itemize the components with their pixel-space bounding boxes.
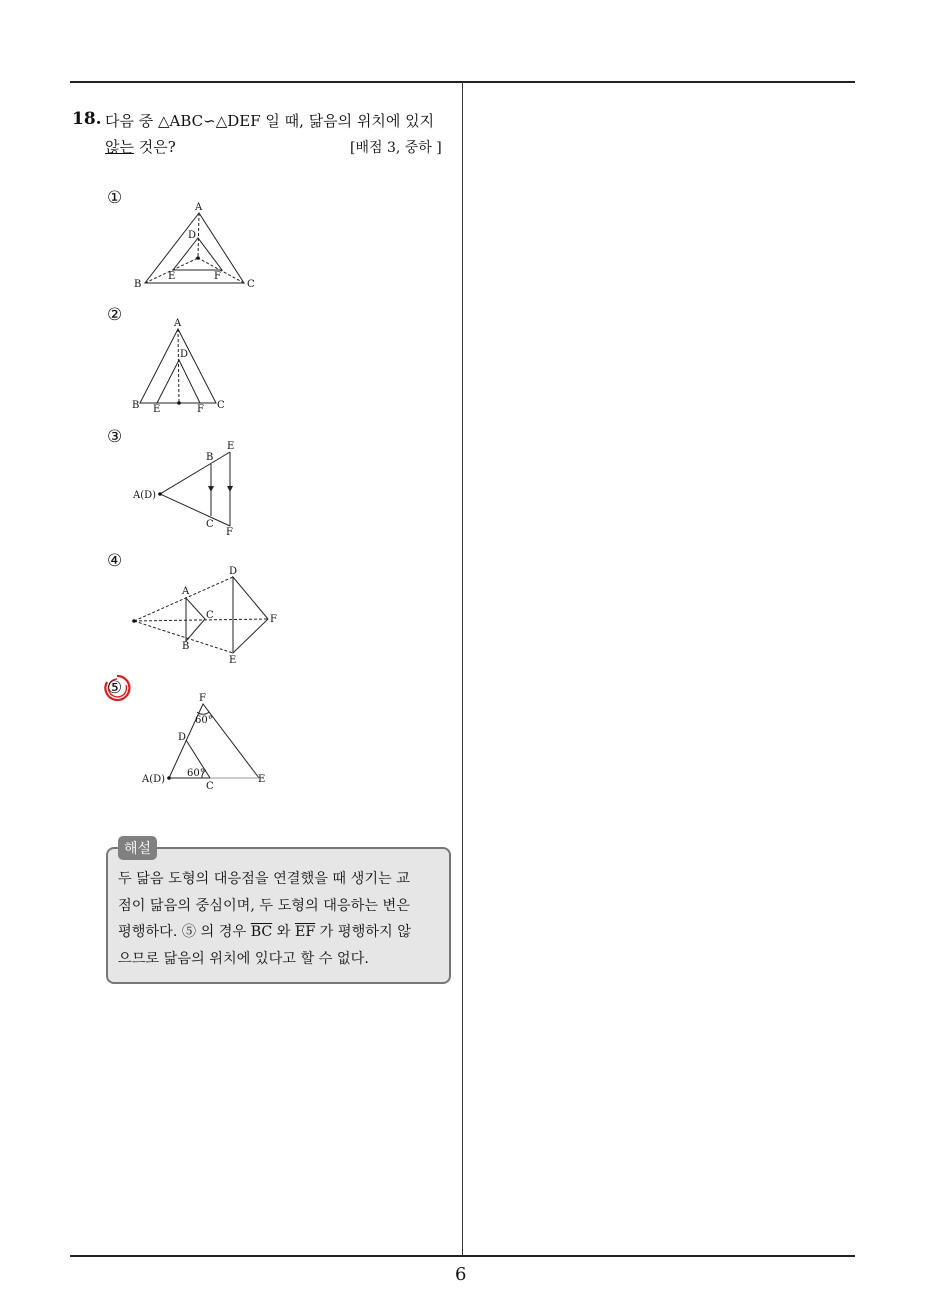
triangle-def (233, 577, 268, 653)
solution-line-3 (118, 919, 440, 946)
triangle-def (173, 238, 222, 270)
label-e: E (153, 404, 161, 415)
question-text-line2 (105, 136, 176, 157)
label-a: A (174, 318, 182, 329)
label-c: C (217, 400, 225, 411)
question-score-meta: [배점 3, 중하 ] (350, 140, 442, 156)
choice-3-figure (130, 440, 250, 540)
label-e: E (227, 441, 235, 452)
solution-line-3a: 평행하다. ⑤ 의 경우 (118, 924, 251, 940)
question-text-rest: 것은? (133, 138, 176, 156)
choice-4-number[interactable]: ④ (107, 551, 123, 571)
lines-from-center (160, 452, 230, 526)
label-f: F (226, 527, 233, 538)
overline-ef: $\overline{EF}$ (294, 924, 316, 940)
overline-bc: $\overline{BC}$ (250, 924, 273, 940)
label-e: E (258, 774, 266, 785)
label-d: D (180, 349, 189, 360)
label-e: E (229, 655, 237, 666)
center-point (158, 492, 162, 496)
label-c: C (206, 781, 214, 792)
solution-tag: 해설 (118, 836, 157, 860)
choice-4-figure (128, 563, 288, 668)
choice-5-number[interactable]: ⑤ (107, 678, 123, 698)
choice-1-figure (130, 198, 270, 293)
bottom-rule (70, 1255, 855, 1257)
choice-3-number[interactable]: ③ (107, 427, 123, 447)
label-b: B (182, 641, 190, 652)
label-f: F (199, 693, 206, 704)
label-a: A (195, 202, 203, 213)
label-f: F (270, 614, 277, 625)
choice-5-figure (140, 692, 280, 792)
solution-line-3b: 와 (272, 924, 295, 940)
column-divider (462, 82, 463, 1256)
solution-line-1: 두 닮음 도형의 대응점을 연결했을 때 생기는 교 (118, 871, 410, 887)
solution-line-2: 점이 닮음의 중심이며, 두 도형의 대응하는 변은 (118, 897, 410, 914)
question-text-line1: 다음 중 △ABC∽△DEF 일 때, 닮음의 위치에 있지 (105, 112, 435, 130)
label-b: B (206, 452, 214, 463)
triangle-abc (145, 213, 244, 283)
center-point (196, 256, 200, 260)
choice-1-number[interactable]: ① (107, 188, 123, 208)
label-angle-c: 60° (187, 768, 205, 779)
label-e: E (168, 271, 176, 282)
label-d: D (178, 732, 187, 743)
label-c: C (247, 279, 255, 290)
center-point (132, 619, 136, 623)
label-c: C (206, 610, 214, 621)
center-point (177, 401, 181, 405)
choice-2-figure (128, 315, 238, 415)
label-d: D (229, 566, 238, 577)
question-number: 18. (72, 109, 102, 129)
center-point (167, 776, 171, 780)
solution-line-4: 으므로 닮음의 위치에 있다고 할 수 없다. (118, 950, 369, 967)
page-number: 6 (455, 1264, 467, 1285)
label-b: B (134, 279, 142, 290)
label-ad: A(D) (142, 774, 166, 785)
label-d: D (188, 230, 197, 241)
solution-line-3c: 가 평행하지 않 (315, 924, 411, 940)
solution-text (118, 866, 440, 972)
choice-2-number[interactable]: ② (107, 305, 123, 325)
triangle-abc (186, 598, 205, 641)
label-a: A (182, 586, 190, 597)
label-f: F (214, 271, 221, 282)
label-ad: A(D) (133, 490, 157, 501)
label-f: F (197, 404, 204, 415)
question-underlined-word: 않는 (105, 138, 134, 156)
label-angle-f: 60° (195, 715, 213, 726)
label-c: C (206, 519, 214, 530)
label-b: B (132, 400, 140, 411)
